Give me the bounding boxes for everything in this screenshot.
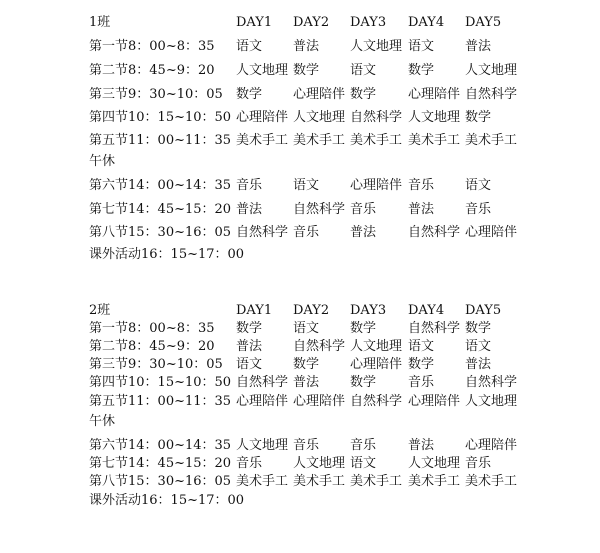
subject-cell: 美术手工	[465, 133, 518, 148]
subject-cell: 自然科学	[465, 87, 518, 102]
period-row	[0, 337, 600, 357]
day-header: DAY3	[350, 303, 387, 318]
subject-cell: 语文	[350, 63, 377, 78]
subject-cell: 美术手工	[236, 474, 289, 489]
class-header-row	[0, 13, 600, 33]
subject-cell: 人文地理	[293, 456, 346, 471]
period-row	[0, 454, 600, 474]
class-name: 1班	[89, 15, 111, 30]
period-row	[0, 472, 600, 492]
subject-cell: 人文地理	[408, 456, 461, 471]
subject-cell: 人文地理	[350, 339, 403, 354]
subject-cell: 心理陪伴	[236, 110, 289, 125]
day-header: DAY1	[236, 303, 273, 318]
subject-cell: 美术手工	[465, 474, 518, 489]
subject-cell: 心理陪伴	[465, 438, 518, 453]
subject-cell: 普法	[236, 339, 263, 354]
subject-cell: 数学	[293, 63, 320, 78]
subject-cell: 人文地理	[293, 110, 346, 125]
subject-cell: 音乐	[465, 202, 492, 217]
day-header: DAY5	[465, 303, 502, 318]
subject-cell: 语文	[236, 357, 263, 372]
period-label: 第二节8：45~9：20	[89, 339, 215, 354]
subject-cell: 音乐	[350, 438, 377, 453]
lunch-break-row	[0, 152, 600, 172]
period-row	[0, 61, 600, 81]
period-row	[0, 85, 600, 105]
period-row	[0, 131, 600, 151]
subject-cell: 人文地理	[236, 63, 289, 78]
lunch-break-label: 午休	[89, 414, 116, 429]
period-label: 第四节10：15~10：50	[89, 110, 232, 125]
subject-cell: 音乐	[408, 375, 435, 390]
period-label: 第一节8：00~8：35	[89, 321, 215, 336]
period-row	[0, 108, 600, 128]
subject-cell: 美术手工	[408, 474, 461, 489]
period-row	[0, 223, 600, 243]
subject-cell: 音乐	[293, 438, 320, 453]
period-label: 第八节15：30~16：05	[89, 225, 232, 240]
subject-cell: 语文	[465, 178, 492, 193]
activity-row	[0, 245, 600, 265]
subject-cell: 心理陪伴	[465, 225, 518, 240]
subject-cell: 音乐	[293, 225, 320, 240]
subject-cell: 音乐	[350, 202, 377, 217]
subject-cell: 自然科学	[350, 110, 403, 125]
period-label: 第一节8：00~8：35	[89, 39, 215, 54]
subject-cell: 自然科学	[350, 394, 403, 409]
subject-cell: 自然科学	[293, 202, 346, 217]
subject-cell: 人文地理	[350, 39, 403, 54]
subject-cell: 音乐	[465, 456, 492, 471]
subject-cell: 数学	[465, 110, 492, 125]
subject-cell: 自然科学	[408, 321, 461, 336]
period-label: 第八节15：30~16：05	[89, 474, 232, 489]
subject-cell: 语文	[293, 178, 320, 193]
period-row	[0, 319, 600, 339]
subject-cell: 普法	[408, 202, 435, 217]
subject-cell: 自然科学	[236, 375, 289, 390]
subject-cell: 人文地理	[465, 63, 518, 78]
period-row	[0, 436, 600, 456]
subject-cell: 普法	[293, 375, 320, 390]
subject-cell: 普法	[236, 202, 263, 217]
subject-cell: 数学	[350, 375, 377, 390]
subject-cell: 美术手工	[350, 474, 403, 489]
subject-cell: 语文	[350, 456, 377, 471]
subject-cell: 数学	[408, 63, 435, 78]
day-header: DAY4	[408, 303, 445, 318]
day-header: DAY3	[350, 15, 387, 30]
activity-label: 课外活动16：15~17：00	[89, 247, 245, 262]
subject-cell: 心理陪伴	[408, 87, 461, 102]
subject-cell: 自然科学	[408, 225, 461, 240]
subject-cell: 数学	[236, 321, 263, 336]
day-header: DAY5	[465, 15, 502, 30]
lunch-break-row	[0, 412, 600, 432]
subject-cell: 语文	[293, 321, 320, 336]
period-row	[0, 37, 600, 57]
subject-cell: 语文	[236, 39, 263, 54]
subject-cell: 音乐	[236, 178, 263, 193]
subject-cell: 美术手工	[408, 133, 461, 148]
period-label: 第六节14：00~14：35	[89, 178, 232, 193]
period-row	[0, 355, 600, 375]
activity-row	[0, 491, 600, 511]
subject-cell: 数学	[350, 87, 377, 102]
subject-cell: 普法	[408, 438, 435, 453]
period-label: 第五节11：00~11：35	[89, 133, 232, 148]
period-row	[0, 176, 600, 196]
subject-cell: 语文	[408, 339, 435, 354]
day-header: DAY2	[293, 15, 330, 30]
period-label: 第五节11：00~11：35	[89, 394, 232, 409]
period-label: 第二节8：45~9：20	[89, 63, 215, 78]
subject-cell: 心理陪伴	[293, 87, 346, 102]
class-header-row	[0, 301, 600, 321]
activity-label: 课外活动16：15~17：00	[89, 493, 245, 508]
subject-cell: 人文地理	[465, 394, 518, 409]
period-label: 第三节9：30~10：05	[89, 357, 223, 372]
lunch-break-label: 午休	[89, 154, 116, 169]
subject-cell: 数学	[408, 357, 435, 372]
subject-cell: 人文地理	[236, 438, 289, 453]
subject-cell: 数学	[293, 357, 320, 372]
subject-cell: 人文地理	[408, 110, 461, 125]
subject-cell: 心理陪伴	[408, 394, 461, 409]
subject-cell: 美术手工	[350, 133, 403, 148]
period-row	[0, 373, 600, 393]
subject-cell: 数学	[236, 87, 263, 102]
period-label: 第七节14：45~15：20	[89, 202, 232, 217]
subject-cell: 美术手工	[236, 133, 289, 148]
subject-cell: 心理陪伴	[236, 394, 289, 409]
subject-cell: 心理陪伴	[350, 178, 403, 193]
subject-cell: 数学	[350, 321, 377, 336]
period-label: 第四节10：15~10：50	[89, 375, 232, 390]
subject-cell: 数学	[465, 321, 492, 336]
subject-cell: 普法	[465, 39, 492, 54]
period-row	[0, 200, 600, 220]
day-header: DAY1	[236, 15, 273, 30]
subject-cell: 语文	[465, 339, 492, 354]
subject-cell: 音乐	[408, 178, 435, 193]
subject-cell: 自然科学	[293, 339, 346, 354]
subject-cell: 自然科学	[465, 375, 518, 390]
subject-cell: 语文	[408, 39, 435, 54]
subject-cell: 心理陪伴	[293, 394, 346, 409]
period-label: 第七节14：45~15：20	[89, 456, 232, 471]
subject-cell: 音乐	[236, 456, 263, 471]
class-name: 2班	[89, 303, 111, 318]
period-row	[0, 392, 600, 412]
subject-cell: 心理陪伴	[350, 357, 403, 372]
day-header: DAY4	[408, 15, 445, 30]
subject-cell: 美术手工	[293, 474, 346, 489]
subject-cell: 美术手工	[293, 133, 346, 148]
subject-cell: 普法	[350, 225, 377, 240]
subject-cell: 普法	[465, 357, 492, 372]
subject-cell: 普法	[293, 39, 320, 54]
period-label: 第三节9：30~10：05	[89, 87, 223, 102]
day-header: DAY2	[293, 303, 330, 318]
subject-cell: 自然科学	[236, 225, 289, 240]
period-label: 第六节14：00~14：35	[89, 438, 232, 453]
